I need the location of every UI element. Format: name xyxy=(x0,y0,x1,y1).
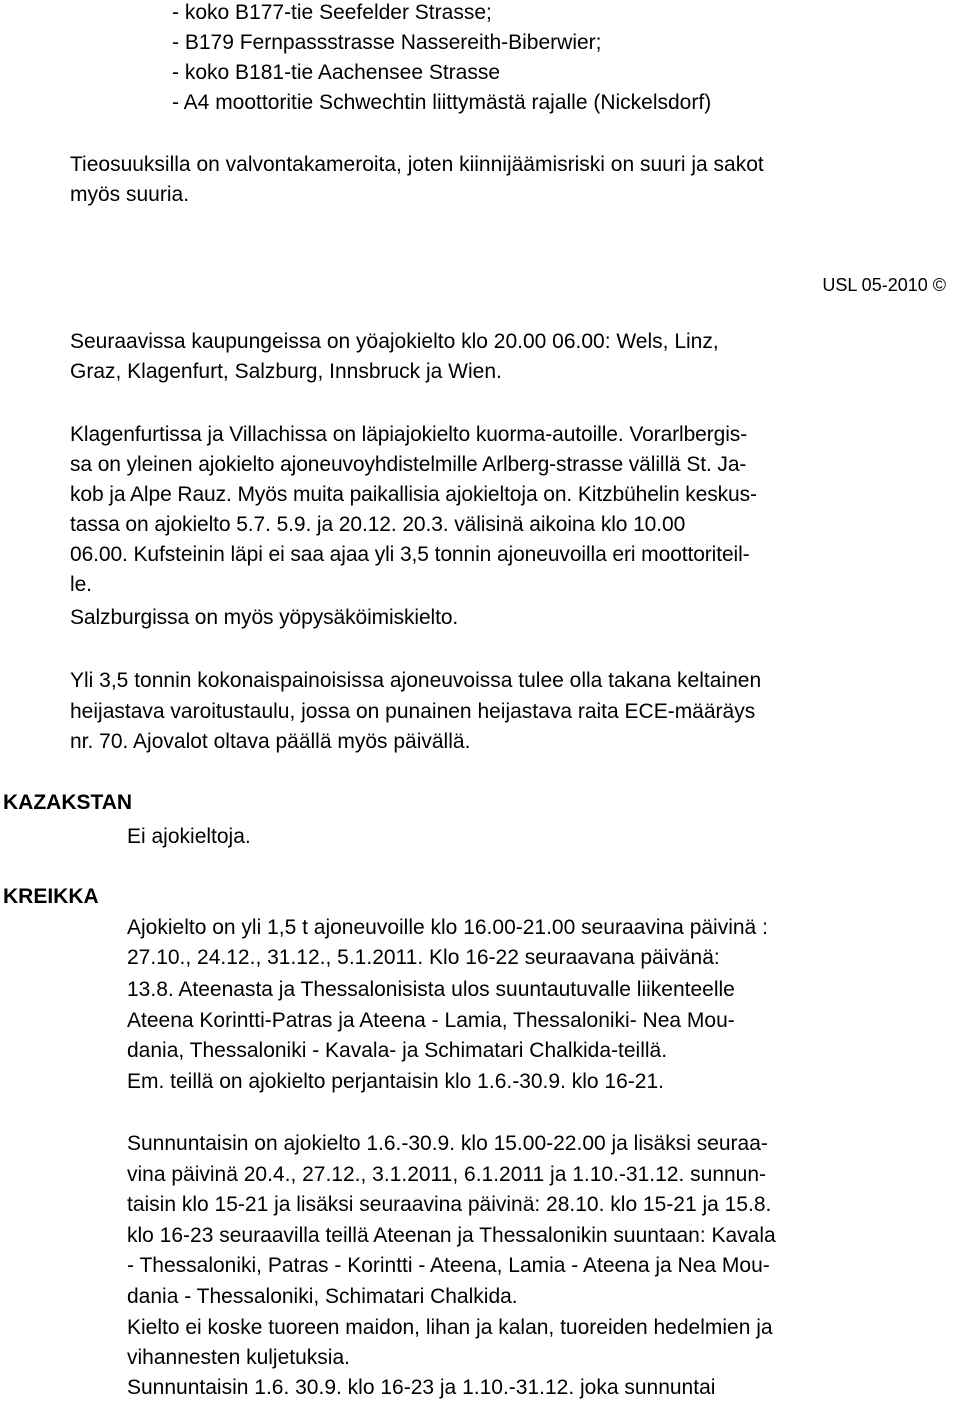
cameras-text: Tieosuuksilla on valvontakameroita, joten kiinnijäämisriski on suuri ja sakot xyxy=(70,153,764,176)
kreikka-text: vihannesten kuljetuksia. xyxy=(127,1346,350,1369)
kazakstan-heading: KAZAKSTAN xyxy=(3,791,133,814)
kreikka-text: vina päivinä 20.4., 27.12., 3.1.2011, 6.1.2011 ja 1.10.-31.12. sunnun- xyxy=(127,1163,767,1186)
heavy-vehicles-text: heijastava varoitustaulu, jossa on punainen heijastava raita ECE-määräys xyxy=(70,700,756,723)
road-list-item: - A4 moottoritie Schwechtin liittymästä rajalle (Nickelsdorf) xyxy=(172,91,712,114)
road-list-item: - koko B181-tie Aachensee Strasse xyxy=(172,61,501,84)
kreikka-text: 27.10., 24.12., 31.12., 5.1.2011. Klo 16-22 seuraavana päivänä: xyxy=(127,946,720,969)
kreikka-text: - Thessaloniki, Patras - Korintti - Ateena, Lamia - Ateena ja Nea Mou- xyxy=(127,1254,770,1277)
klagenfurt-text: Salzburgissa on myös yöpysäköimiskielto. xyxy=(70,606,459,629)
kreikka-text: taisin klo 15-21 ja lisäksi seuraavina päivinä: 28.10. klo 15-21 ja 15.8. xyxy=(127,1193,772,1216)
klagenfurt-text: kob ja Alpe Rauz. Myös muita paikallisia ajokieltoja on. Kitzbühelin keskus- xyxy=(70,483,757,506)
kreikka-text: Ateena Korintti-Patras ja Ateena - Lamia, Thessaloniki- Nea Mou- xyxy=(127,1009,735,1032)
kreikka-text: Sunnuntaisin 1.6. 30.9. klo 16-23 ja 1.10.-31.12. joka sunnuntai xyxy=(127,1376,716,1399)
kazakstan-text: Ei ajokieltoja. xyxy=(127,825,251,848)
kreikka-heading: KREIKKA xyxy=(3,885,99,908)
klagenfurt-text: le. xyxy=(70,573,92,596)
cameras-text: myös suuria. xyxy=(70,183,190,206)
klagenfurt-text: Klagenfurtissa ja Villachissa on läpiajokielto kuorma-autoille. Vorarlbergis- xyxy=(70,423,748,446)
kreikka-text: Sunnuntaisin on ajokielto 1.6.-30.9. klo 15.00-22.00 ja lisäksi seuraa- xyxy=(127,1132,768,1155)
kreikka-text: dania - Thessaloniki, Schimatari Chalkida. xyxy=(127,1285,518,1308)
klagenfurt-text: 06.00. Kufsteinin läpi ei saa ajaa yli 3,5 tonnin ajoneuvoilla eri moottoriteil- xyxy=(70,543,750,566)
heavy-vehicles-text: Yli 3,5 tonnin kokonaispainoisissa ajoneuvoissa tulee olla takana keltainen xyxy=(70,669,762,692)
klagenfurt-text: sa on yleinen ajokielto ajoneuvoyhdistelmille Arlberg-strasse välillä St. Ja- xyxy=(70,453,747,476)
kreikka-text: dania, Thessaloniki - Kavala- ja Schimatari Chalkida-teillä. xyxy=(127,1039,668,1062)
kreikka-text: klo 16-23 seuraavilla teillä Ateenan ja Thessalonikin suuntaan: Kavala xyxy=(127,1224,776,1247)
kreikka-text: 13.8. Ateenasta ja Thessalonisista ulos suuntautuvalle liikenteelle xyxy=(127,978,735,1001)
heavy-vehicles-text: nr. 70. Ajovalot oltava päällä myös päivällä. xyxy=(70,730,471,753)
kreikka-text: Em. teillä on ajokielto perjantaisin klo 1.6.-30.9. klo 16-21. xyxy=(127,1070,664,1093)
kreikka-text: Ajokielto on yli 1,5 t ajoneuvoille klo 16.00-21.00 seuraavina päivinä : xyxy=(127,916,768,939)
kreikka-text: Kielto ei koske tuoreen maidon, lihan ja kalan, tuoreiden hedelmien ja xyxy=(127,1316,773,1339)
klagenfurt-text: tassa on ajokielto 5.7. 5.9. ja 20.12. 20.3. välisinä aikoina klo 10.00 xyxy=(70,513,686,536)
night-ban-text: Graz, Klagenfurt, Salzburg, Innsbruck ja Wien. xyxy=(70,360,502,383)
header-note: USL 05-2010 © xyxy=(822,275,946,295)
road-list-item: - koko B177-tie Seefelder Strasse; xyxy=(172,1,492,24)
road-list-item: - B179 Fernpassstrasse Nassereith-Biberwier; xyxy=(172,31,602,54)
night-ban-text: Seuraavissa kaupungeissa on yöajokielto klo 20.00 06.00: Wels, Linz, xyxy=(70,330,719,353)
